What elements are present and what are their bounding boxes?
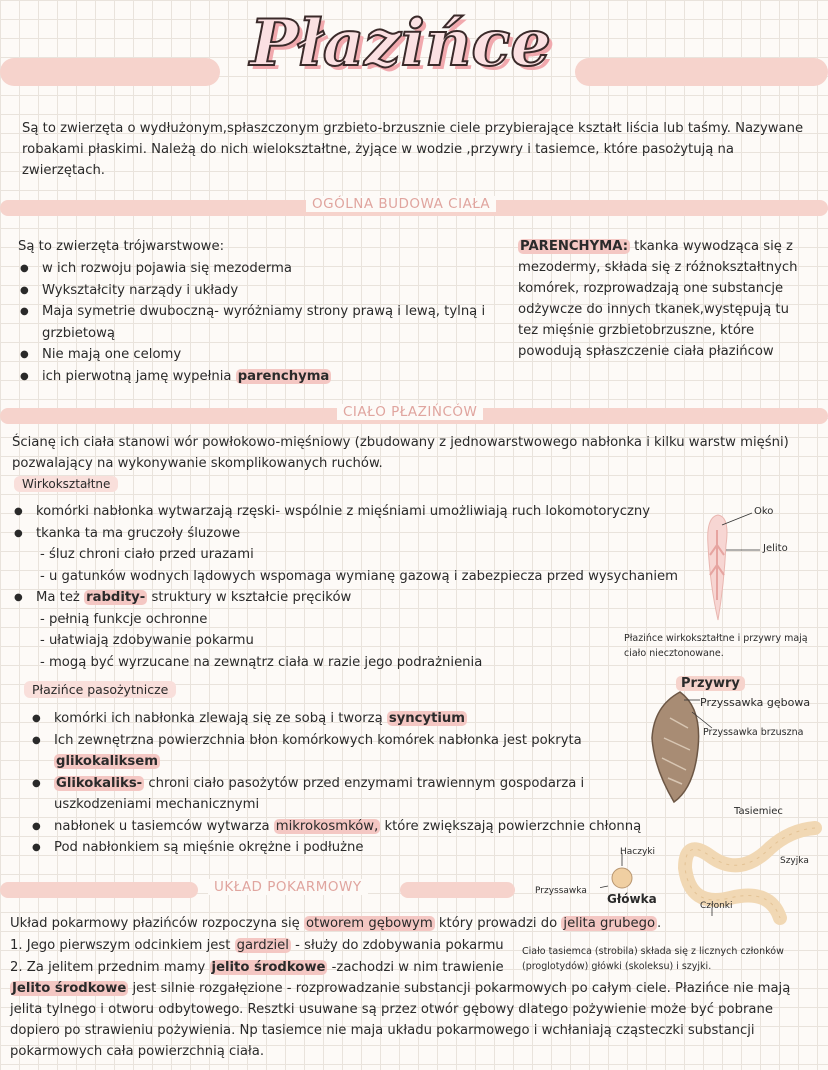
label-czlonki: Członki [700,901,733,911]
przywry-title: Przywry [676,676,745,691]
list-item: ● Maja symetrie dwuboczną- wyróżniamy strony prawą i lewą, tylną i grzbietową [18,301,503,344]
list-item [30,816,645,838]
text-fragment: - służy do zdobywania pokarmu [290,938,504,953]
section1-list [18,258,503,387]
label-haczyki: Haczyki [620,847,655,857]
text-fragment: -zachodzi w nim trawienie [327,960,504,975]
parenchyma-definition [518,236,813,362]
text-fragment: . [657,916,662,931]
list-item [30,773,645,816]
sub-item: - ułatwiają zdobywanie pokarmu [40,633,254,648]
list-item [30,730,645,773]
text-fragment: 2. Za jelitem przednim mamy [10,960,210,975]
list-item [12,587,702,609]
title-band-right [575,58,828,86]
list-item-text: struktury w kształcie pręcików [147,590,352,605]
highlight-mikrokosmki: mikrokosmków, [275,818,379,834]
sub-item: - pełnią funkcje ochronne [40,611,208,627]
intro-text: Są to zwierzęta o wydłużonym,spłaszczonym grzbieto-brzusznie ciele przybierające kształt liścia lub taśmy. Nazywane robakami płaskimi. Należą do nich wielokształtne, żyjące w wodzie ,przywry i tasiemce, które pasożytują na zwierzętach. [22,121,804,178]
highlight-gardziel: gardziel [236,938,289,953]
highlight-syncytium: syncytium [388,711,466,726]
list-item-text: nabłonek u tasiemców wytwarza [54,818,274,834]
highlight-jelito-srodkowe: jelito środkowe [211,960,326,975]
parenchyma-text: tkanka wywodząca się z mezodermy, składa się z różnokształtnych komórek, rozprowadzają one substancje odżywcze do innych tkanek,występują tu tez mięśnie grzbietobrzuszne, które powodują spłaszczenie ciała płazińcow [518,239,798,359]
label-przyssawka: Przyssawka [535,886,587,896]
label-glowka: Główka [607,892,657,906]
wirk-caption: Płazińce wirkokształtne i przywry mają ciało niecztonowane. [624,633,808,659]
paso-tag: Płazińce pasożytnicze [24,681,176,698]
label-oko: Oko [754,506,774,517]
list-item-text: komórki ich nabłonka zlewają się ze sobą i tworzą [54,711,387,726]
highlight-glikokaliks-term: Glikokaliks- [56,775,143,791]
highlight-parenchyma: parenchyma [237,368,330,384]
label-jelito: Jelito [763,543,788,554]
sub-item: - śluz chroni ciało przed urazami [40,547,254,562]
text-fragment: Układ pokarmowy płazińców rozpoczyna się [10,916,304,931]
parenchyma-term: PARENCHYMA: [520,239,628,254]
section3-band-right [400,882,515,898]
section2-heading: CIAŁO PŁAZIŃCÓW [337,404,483,420]
list-item [30,708,645,730]
planarian-illustration [690,505,828,630]
list-item: ● Wykształcity narządy i układy [18,280,503,302]
list-item: ● komórki nabłonka wytwarzają rzęski- wspólnie z mięśniami umożliwiają ruch lokomotoryczny [12,501,702,523]
wirk-list [12,501,702,673]
list-item [18,366,503,388]
list-item-text: Ich zewnętrzna powierzchnia błon komórkowych komórek nabłonka jest pokryta [54,732,582,748]
highlight-rabdity: rabdity- [86,590,146,605]
label-szyjka: Szyjka [780,856,809,866]
section3-item2 [10,957,504,978]
title-band-left [0,58,220,86]
highlight-glikokaliks: glikokaliksem [56,754,158,769]
paso-list [30,708,645,859]
highlight-jelito-srodkowe-term: Jelito środkowe [12,981,127,996]
highlight-otwor: otworem gębowym [305,916,433,931]
tasiemiec-label: Tasiemiec [734,806,783,817]
list-item-text: ich pierwotną jamę wypełnia [42,368,236,384]
page-title: Płazińce [250,6,552,81]
sub-item: - u gatunków wodnych lądowych wspomaga wymianę gazową i zabezpiecza przed wysychaniem [40,568,679,584]
label-gebowa: Przyssawka gębowa [700,696,811,709]
wirk-tag: Wirkokształtne [14,476,118,492]
text-fragment: 1. Jego pierwszym odcinkiem jest [10,938,235,953]
list-item: ● tkanka ta ma gruczoły śluzowe [12,523,702,545]
list-item: ● w ich rozwoju pojawia się mezoderma [18,258,503,280]
section3-band-left [0,882,198,898]
list-item-text: Ma też [36,590,85,605]
highlight-jelito-grube: jelita grubego [563,916,656,931]
list-item: ● Nie mają one celomy [18,344,503,366]
section2-intro: Ścianę ich ciała stanowi wór powłokowo-mięśniowy (zbudowany z jednowarstwowego nabłonka i kilku warstw mięśni) pozwalający na wykonywanie skomplikowanych ruchów. [12,435,789,471]
section1-lead: Są to zwierzęta trójwarstwowe: [18,239,225,254]
section3-final [10,978,818,1062]
list-item-text: chroni ciało pasożytów przed enzymami trawiennym gospodarza i uszkodzeniami mechanicznymi [54,775,585,812]
text-fragment: który prowadzi do [434,916,562,931]
tasiemiec-caption: Ciało tasiemca (strobila) składa się z licznych członków (proglotydów) główki (skoleksu) i szyjki. [522,946,784,972]
section1-heading: OGÓLNA BUDOWA CIAŁA [306,196,496,212]
label-brzuszna: Przyssawka brzuszna [703,727,804,738]
sub-item: - mogą być wyrzucane na zewnątrz ciała w razie jego podrażnienia [40,654,483,670]
section3-heading: UKŁAD POKARMOWY [208,879,368,895]
section3-item1 [10,935,504,956]
section3-line1 [10,913,661,934]
list-item-text: które zwiększają powierzchnie chłonną [380,818,642,834]
text-fragment: jest silnie rozgałęzione - rozprowadzanie substancji pokarmowych po całym ciele. Płazińce nie mają jelita tylnego i otworu odbytowego. Resztki usuwane są przez otwór gębowy dlatego pożywienie może być pobrane dopiero po strawieniu pożywienia. Np tasiemce nie maja układu pokarmowego i wchłaniają cząsteczki substancji pokarmowych cała powierzchnią ciała. [10,981,791,1059]
list-item: ● Pod nabłonkiem są mięśnie okrężne i podłużne [30,837,645,859]
